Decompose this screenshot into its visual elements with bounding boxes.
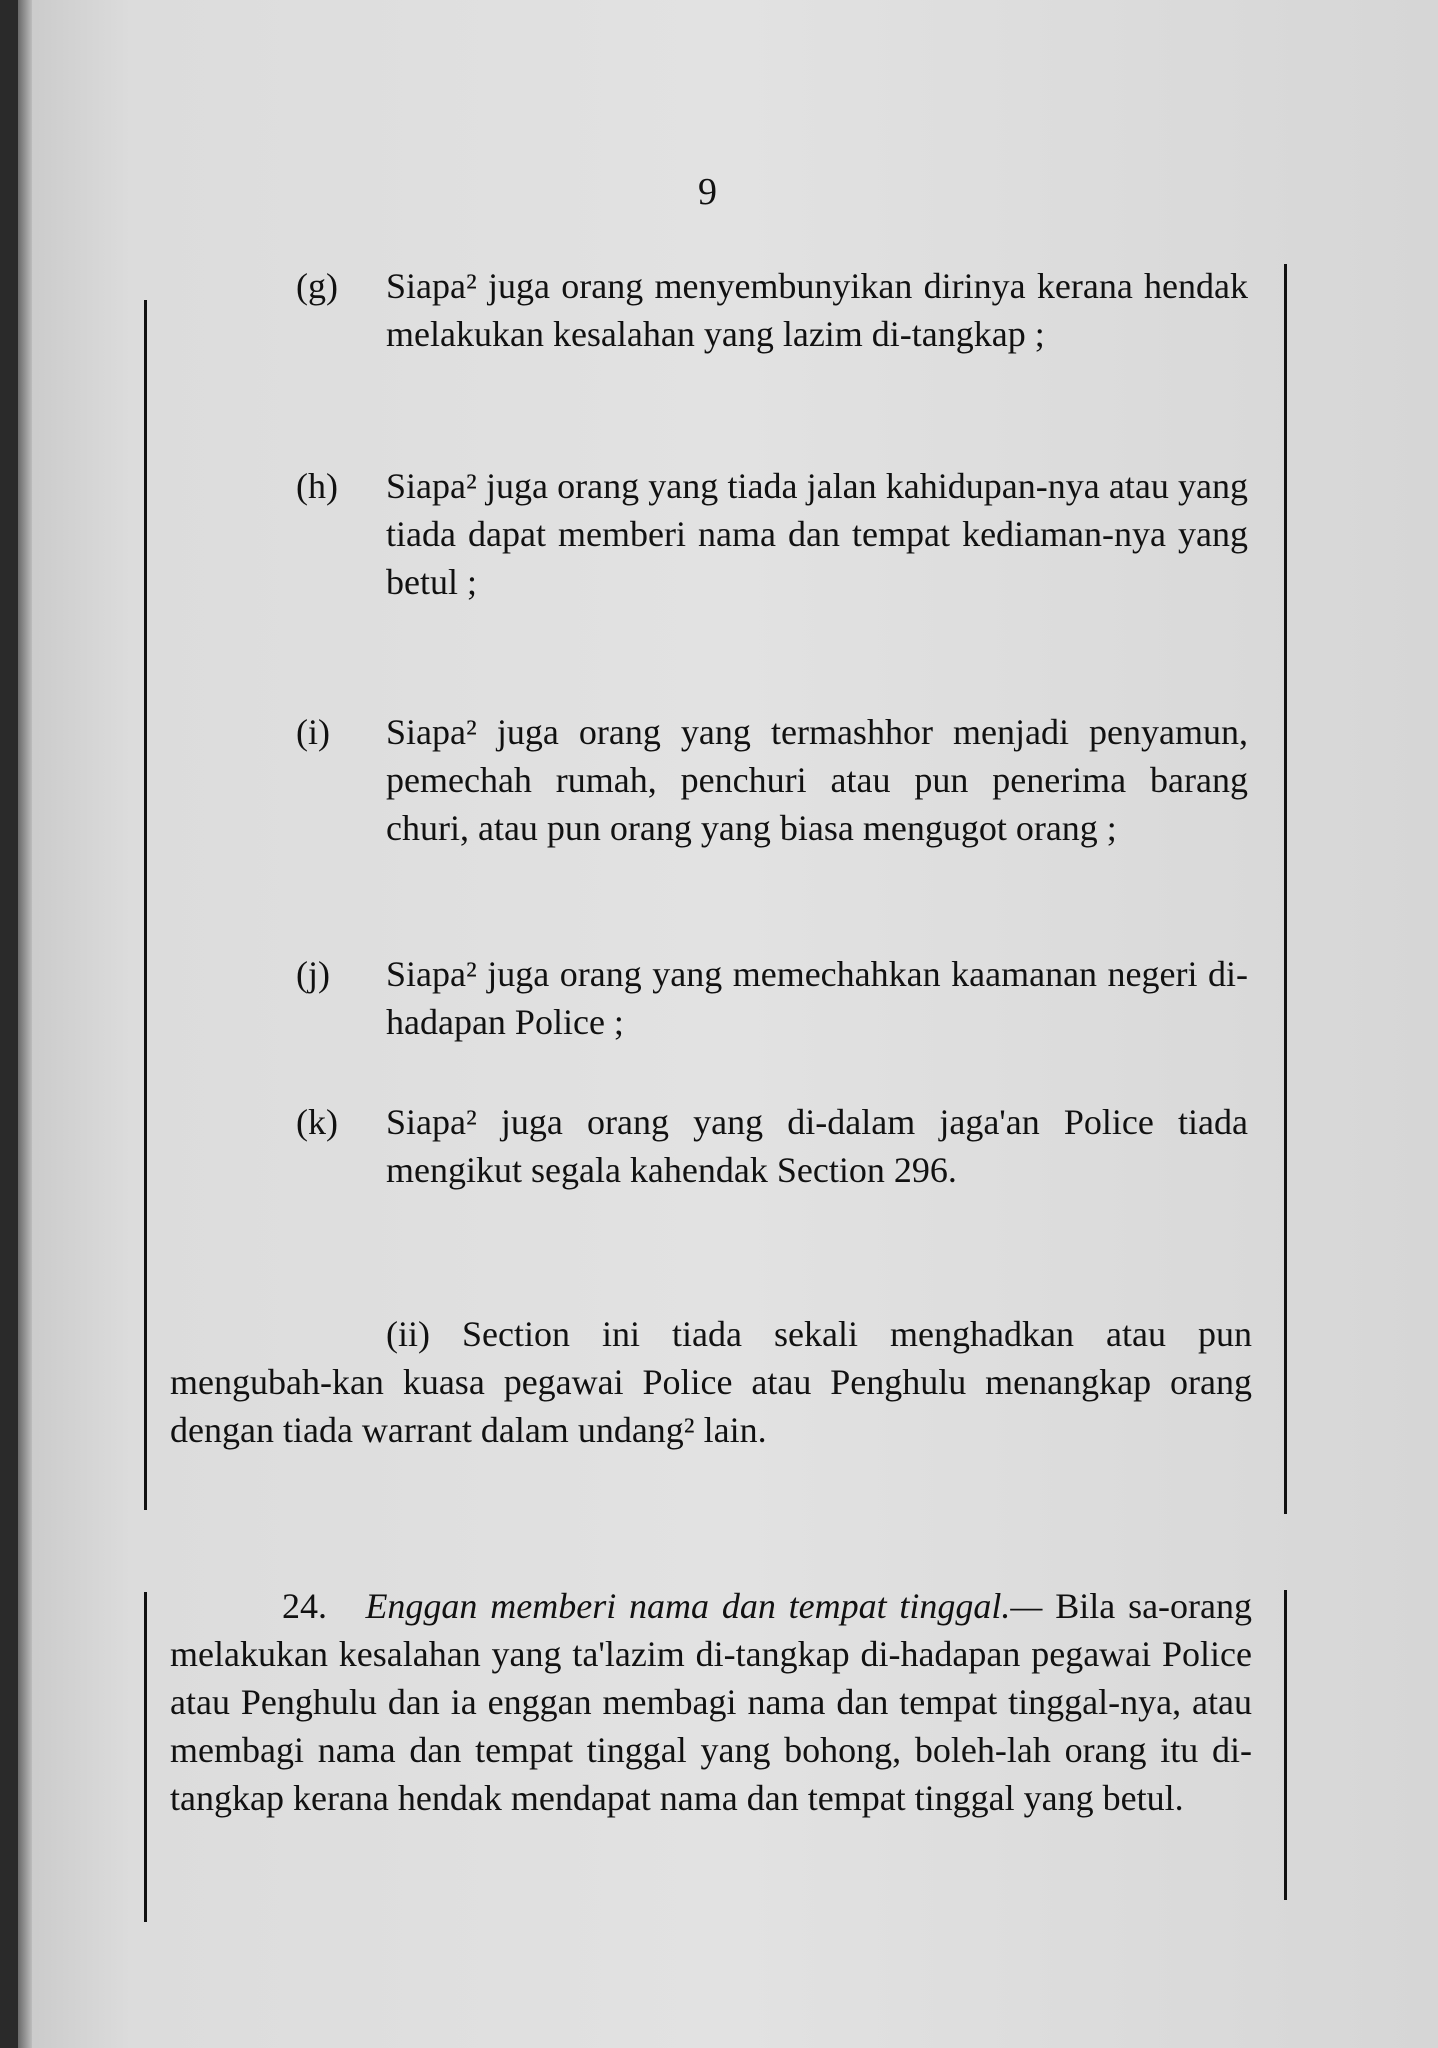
section-heading: Enggan memberi nama dan tempat tinggal.—: [365, 1586, 1043, 1626]
clause-label: (i): [296, 712, 330, 752]
clause-text: Siapa² juga orang yang tiada jalan kahidupan-nya atau yang tiada dapat memberi nama dan tempat kediaman-nya yang betul ;: [386, 466, 1248, 602]
subsection-ii: [170, 1310, 1252, 1454]
page-number: 9: [698, 171, 717, 213]
clause-text: Siapa² juga orang yang di-dalam jaga'an Police tiada mengikut segala kahendak Section 296.: [386, 1102, 1248, 1190]
clause-label: (j): [296, 954, 330, 994]
clause-text: Siapa² juga orang yang termashhor menjadi penyamun, pemechah rumah, penchuri atau pun penerima barang churi, atau pun orang yang biasa mengugot orang ;: [386, 712, 1248, 848]
clause-label: (g): [296, 266, 338, 306]
right-margin-rule-lower: [1284, 1590, 1287, 1900]
subsection-label: (ii): [386, 1314, 430, 1354]
page-binding-shadow: [18, 0, 32, 2048]
subsection-text: Section ini tiada sekali menghadkan atau pun mengubah-kan kuasa pegawai Police atau Penghulu menangkap orang dengan tiada warrant dalam undang² lain.: [170, 1314, 1252, 1450]
clause-text: Siapa² juga orang menyembunyikan dirinya kerana hendak melakukan kesalahan yang lazim di-tangkap ;: [386, 266, 1248, 354]
section-24: [170, 1582, 1252, 1822]
clause-text: Siapa² juga orang yang memechahkan kaamanan negeri di-hadapan Police ;: [386, 954, 1248, 1042]
left-margin-rule-lower: [144, 1592, 147, 1922]
clause-label: (h): [296, 466, 338, 506]
clause-label: (k): [296, 1102, 338, 1142]
section-number: 24.: [282, 1586, 327, 1626]
book-page: [18, 0, 1438, 2048]
section-text: Bila sa-orang melakukan kesalahan yang ta'lazim di-tangkap di-hadapan pegawai Police atau Penghulu dan ia enggan membagi nama dan tempat tinggal-nya, atau membagi nama dan tempat tinggal yang bohong, boleh-lah orang itu di-tangkap kerana hendak mendapat nama dan tempat tinggal yang betul.: [170, 1586, 1253, 1818]
left-margin-rule: [144, 300, 147, 1510]
right-margin-rule: [1284, 264, 1287, 1514]
